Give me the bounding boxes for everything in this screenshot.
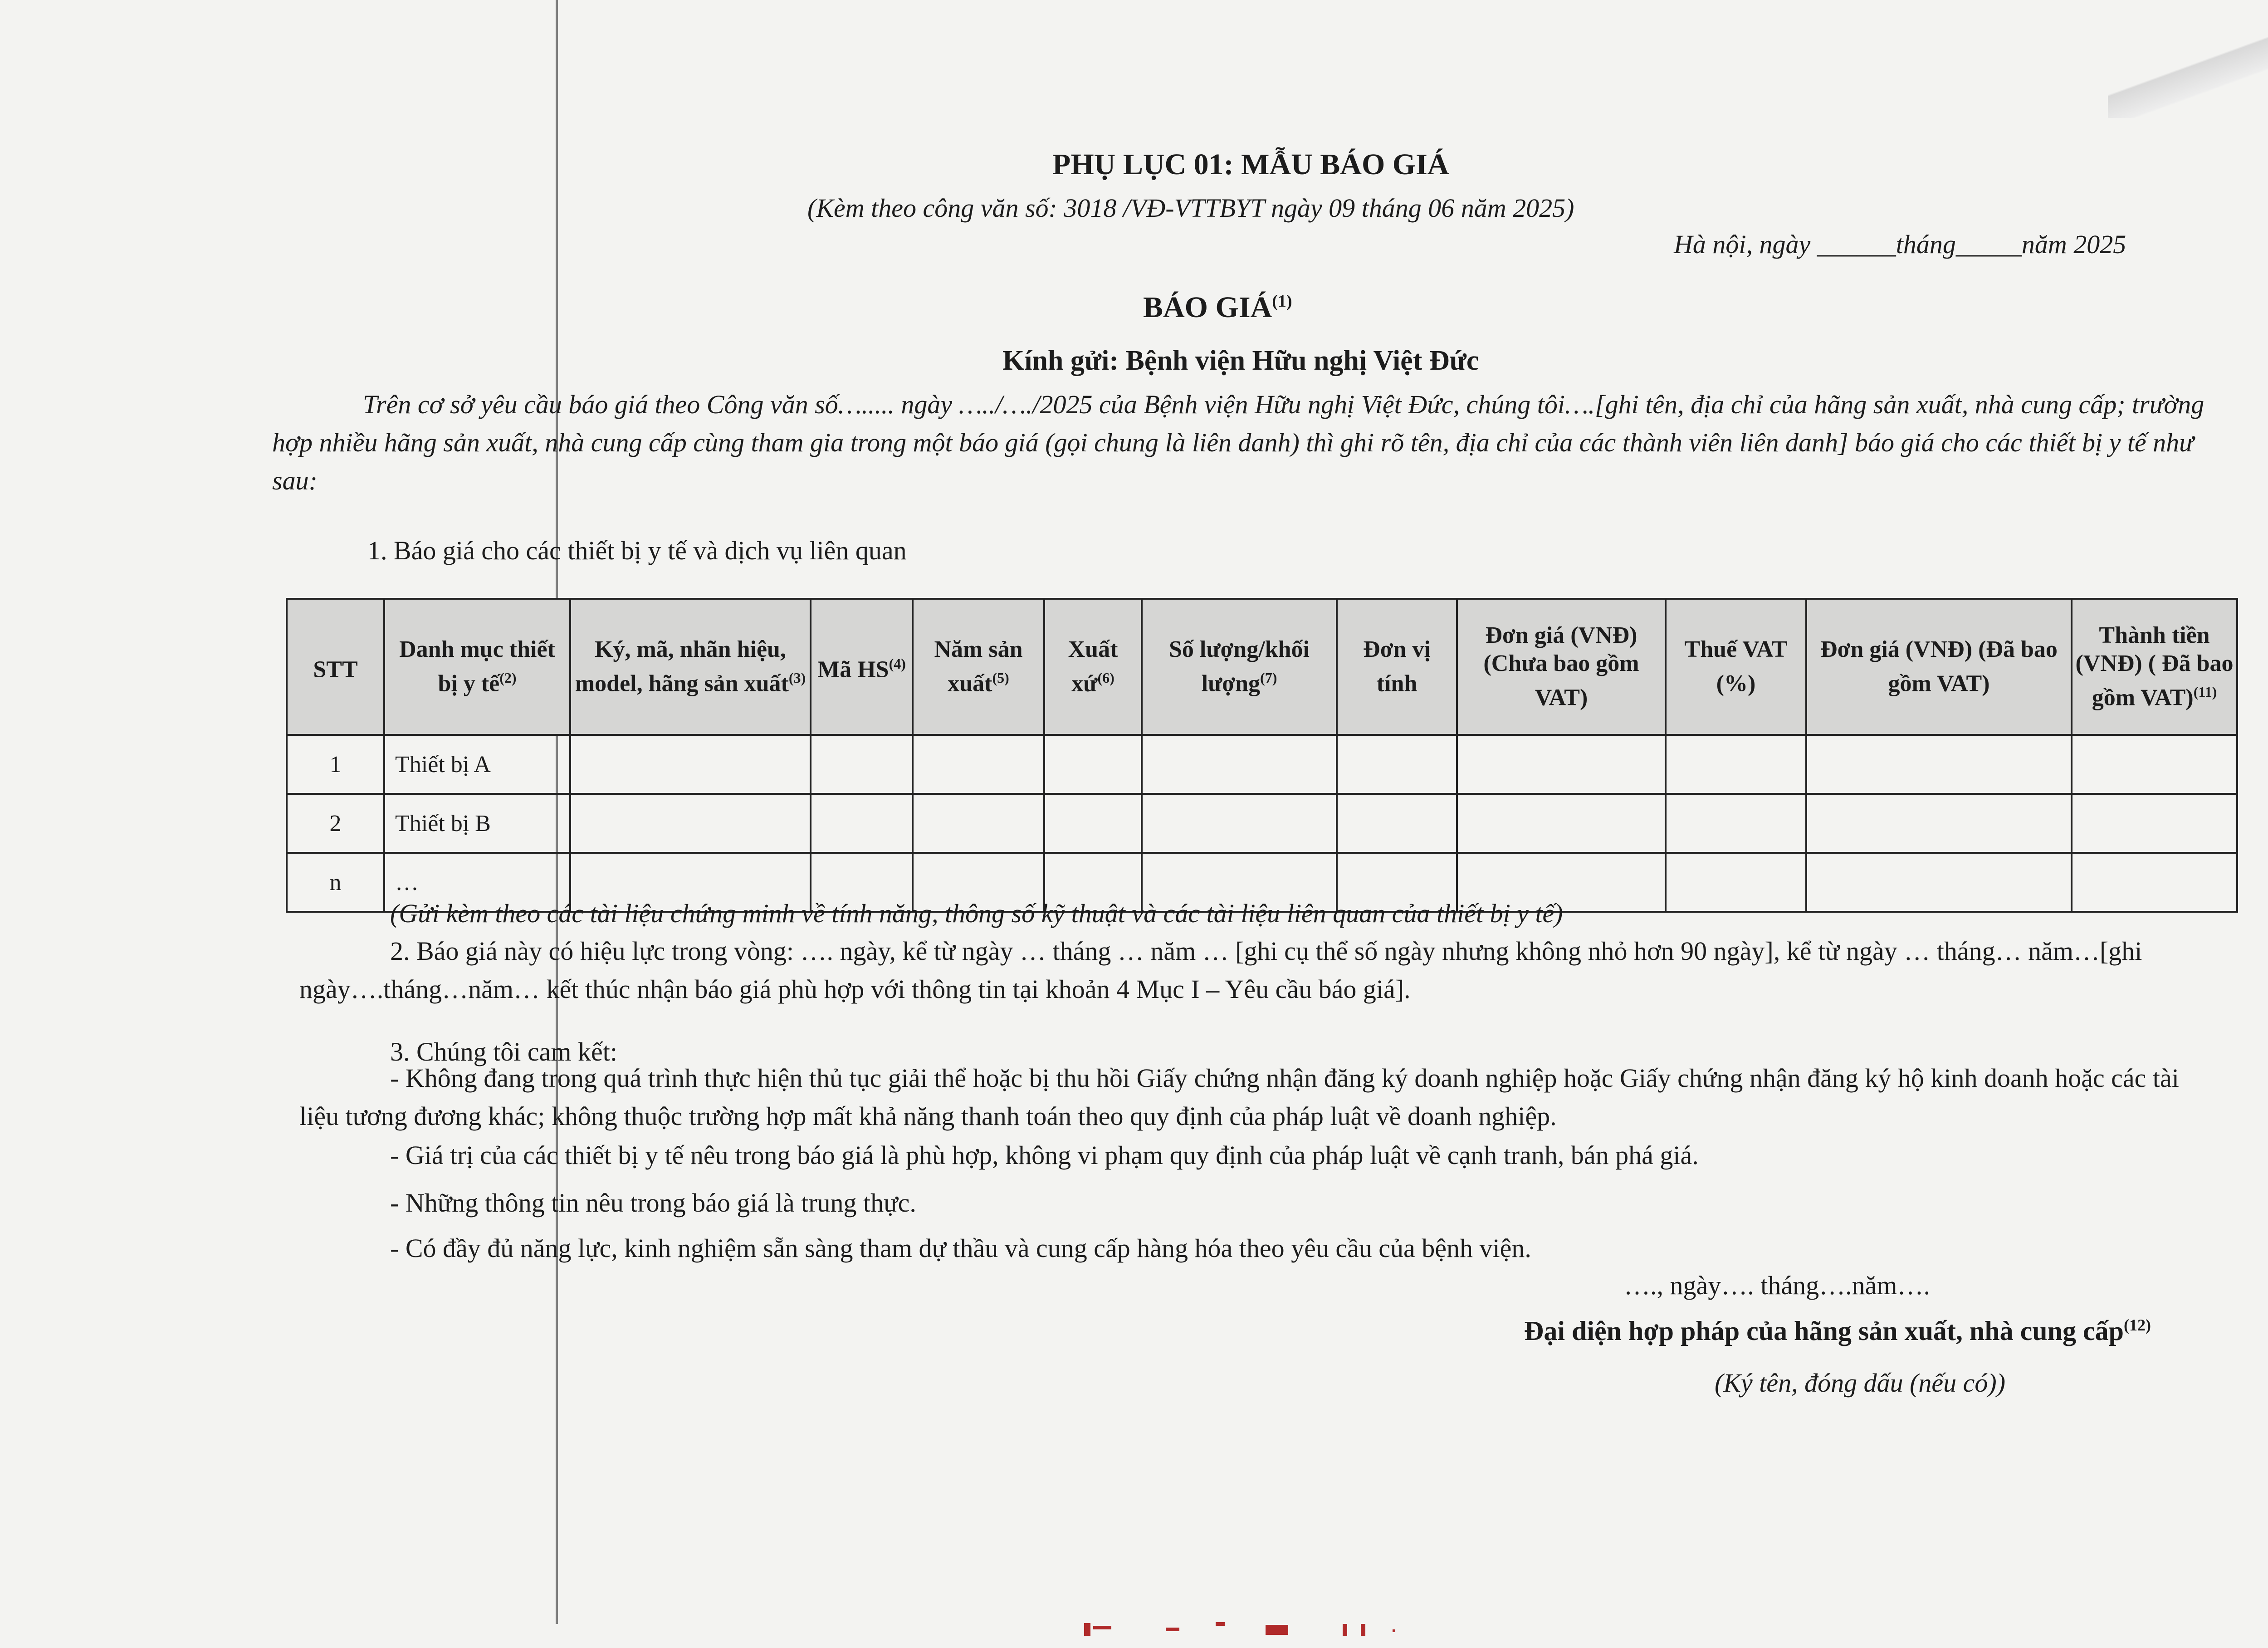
table-cell	[1457, 794, 1666, 853]
partial-stamp-mark	[1080, 1619, 1406, 1638]
column-header-footnote: (3)	[788, 670, 806, 686]
table-cell	[1337, 794, 1457, 853]
table-cell	[2072, 735, 2237, 794]
table-cell	[1337, 735, 1457, 794]
column-header	[2072, 599, 2237, 735]
commitment-item: - Những thông tin nêu trong báo giá là trung thực.	[390, 1188, 916, 1218]
table-cell: Thiết bị B	[384, 794, 570, 853]
column-header-text: Ký, mã, nhãn hiệu, model, hãng sản xuất	[575, 636, 789, 697]
table-cell	[913, 735, 1044, 794]
reference-line: (Kèm theo công văn số: 3018 /VĐ-VTTBYT ngày 09 tháng 06 năm 2025)	[807, 193, 1574, 223]
column-header	[811, 599, 913, 735]
appendix-title: PHỤ LỤC 01: MẪU BÁO GIÁ	[1052, 148, 1449, 181]
table-cell	[570, 735, 811, 794]
column-header	[287, 599, 384, 735]
table-cell	[1666, 794, 1806, 853]
table-cell: 1	[287, 735, 384, 794]
quote-heading-text: BÁO GIÁ	[1143, 291, 1272, 324]
commitment-item: - Có đầy đủ năng lực, kinh nghiệm sẵn sàng tham dự thầu và cung cấp hàng hóa theo yêu cầu của bệnh viện.	[390, 1233, 1531, 1263]
quote-table	[286, 598, 2238, 913]
column-header	[1457, 599, 1666, 735]
table-cell: …	[384, 853, 570, 912]
table-cell: n	[287, 853, 384, 912]
table-row	[287, 794, 2237, 853]
column-header-text: Đơn vị tính	[1363, 636, 1431, 697]
column-header-text: Năm sản xuất	[934, 636, 1023, 697]
column-header-footnote: (6)	[1097, 670, 1114, 686]
commitment-item: - Không đang trong quá trình thực hiện thủ tục giải thể hoặc bị thu hồi Giấy chứng nhận đăng ký doanh nghiệp hoặc Giấy chứng nhận đăng ký hộ kinh doanh hoặc các tài liệu tương đương khác; không thuộc trường hợp mất khả năng thanh toán theo quy định của pháp luật về doanh nghiệp.	[299, 1063, 2179, 1131]
page-corner-fold	[2108, 0, 2268, 118]
column-header-text: Đơn giá (VNĐ) (Đã bao gồm VAT)	[1820, 636, 2058, 697]
column-header-footnote: (5)	[992, 670, 1009, 686]
column-header-text: Thành tiền (VNĐ) ( Đã bao gồm VAT)	[2075, 622, 2234, 711]
column-header-text: Mã HS	[817, 656, 889, 683]
table-cell	[1142, 794, 1337, 853]
quote-heading	[1143, 290, 1292, 325]
table-cell	[1457, 735, 1666, 794]
table-cell	[1806, 735, 2072, 794]
table-body	[287, 735, 2237, 912]
column-header-text: Xuất xứ	[1068, 636, 1118, 697]
table-header-row	[287, 599, 2237, 735]
section-1-heading: 1. Báo giá cho các thiết bị y tế và dịch vụ liên quan	[367, 536, 907, 565]
validity-paragraph: 2. Báo giá này có hiệu lực trong vòng: …. ngày, kể từ ngày … tháng … năm … [ghi cụ thể số ngày nhưng không nhỏ hơn 90 ngày], kể từ ngày … tháng… năm…[ghi ngày….tháng…năm… kết thúc nhận báo giá phù hợp với thông tin tại khoản 4 Mục I – Yêu cầu báo giá].	[299, 936, 2142, 1004]
signature-title-footnote: (12)	[2124, 1316, 2151, 1334]
column-header-text: Đơn giá (VNĐ) (Chưa bao gồm VAT)	[1483, 622, 1639, 711]
table-cell	[913, 794, 1044, 853]
table-cell	[811, 794, 913, 853]
table-row	[287, 735, 2237, 794]
table-cell	[1142, 735, 1337, 794]
signature-note: (Ký tên, đóng dấu (nếu có))	[1715, 1368, 2006, 1398]
column-header	[384, 599, 570, 735]
table-cell	[570, 794, 811, 853]
column-header	[1806, 599, 2072, 735]
recipient-line: Kính gửi: Bệnh viện Hữu nghị Việt Đức	[1002, 345, 1479, 376]
attachment-note: (Gửi kèm theo các tài liệu chứng minh về tính năng, thông số kỹ thuật và các tài liệu liên quan của thiết bị y tế)	[390, 899, 1563, 928]
table-cell: 2	[287, 794, 384, 853]
commitment-heading: 3. Chúng tôi cam kết:	[390, 1037, 617, 1066]
column-header-footnote: (2)	[499, 670, 517, 686]
column-header-text: STT	[313, 656, 358, 683]
column-header-footnote: (11)	[2193, 684, 2217, 700]
column-header-footnote: (4)	[889, 655, 906, 672]
column-header	[1337, 599, 1457, 735]
signature-title-text: Đại diện hợp pháp của hãng sản xuất, nhà cung cấp	[1524, 1316, 2124, 1346]
place-date-line: Hà nội, ngày ______tháng_____năm 2025	[1674, 230, 2126, 259]
column-header	[1044, 599, 1142, 735]
table-cell	[1806, 853, 2072, 912]
table-cell	[1806, 794, 2072, 853]
table-cell	[1666, 853, 1806, 912]
column-header-footnote: (7)	[1260, 670, 1277, 686]
table-cell	[1044, 794, 1142, 853]
column-header-text: Thuế VAT (%)	[1684, 636, 1788, 697]
column-header-text: Danh mục thiết bị y tế	[399, 636, 555, 697]
table-cell	[2072, 853, 2237, 912]
table-cell: Thiết bị A	[384, 735, 570, 794]
table-cell	[1666, 735, 1806, 794]
column-header-text: Số lượng/khối lượng	[1168, 636, 1310, 697]
column-header	[1142, 599, 1337, 735]
commitment-item: - Giá trị của các thiết bị y tế nêu trong báo giá là phù hợp, không vi phạm quy định của pháp luật về cạnh tranh, bán phá giá.	[390, 1140, 1699, 1170]
signature-title	[1524, 1315, 2151, 1347]
column-header	[1666, 599, 1806, 735]
signature-date: …., ngày…. tháng….năm….	[1624, 1271, 1930, 1300]
table-cell	[811, 735, 913, 794]
quote-heading-footnote: (1)	[1272, 292, 1292, 311]
table-cell	[2072, 794, 2237, 853]
intro-paragraph: Trên cơ sở yêu cầu báo giá theo Công văn số…..... ngày …../…./2025 của Bệnh viện Hữu nghị Việt Đức, chúng tôi….[ghi tên, địa chỉ của hãng sản xuất, nhà cung cấp; trường hợp nhiều hãng sản xuất, nhà cung cấp cùng tham gia trong một báo giá (gọi chung là liên danh) thì ghi rõ tên, địa chỉ của các thành viên liên danh] báo giá cho các thiết bị y tế như sau:	[272, 390, 2204, 495]
column-header	[570, 599, 811, 735]
column-header	[913, 599, 1044, 735]
table-cell	[1044, 735, 1142, 794]
